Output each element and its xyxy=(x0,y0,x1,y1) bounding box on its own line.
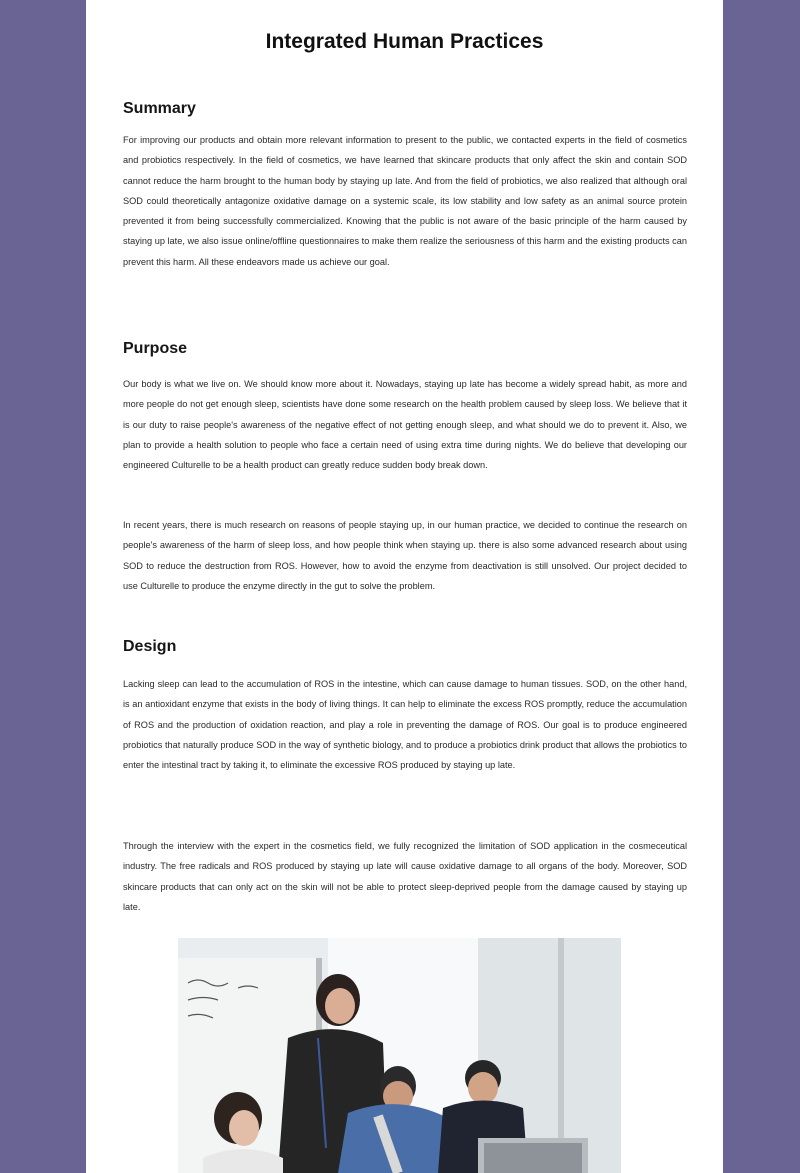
section-heading-summary: Summary xyxy=(123,100,196,117)
section-heading-design: Design xyxy=(123,638,177,655)
design-paragraph-2: Through the interview with the expert in the cosmetics field, we fully recognized the limitation of SOD application in the cosmeceutical industry. The free radicals and ROS produced by staying up late will cause oxidative damage to all organs of the body. Moreover, SOD skincare products that can only act on the skin will not be able to protect sleep-deprived people from the damage caused by staying up late. xyxy=(123,841,687,912)
team-meeting-photo xyxy=(178,938,621,1173)
summary-paragraph: For improving our products and obtain more relevant information to present to the public, we contacted experts in the field of cosmetics and probiotics respectively. In the field of cosmetics, we have learned that skincare products that only affect the skin and contain SOD cannot reduce the harm brought to the human body by staying up late. And from the field of probiotics, we also realized that although oral SOD could theoretically antagonize oxidative damage on a systemic scale, its low stability and low safety as an animal source protein prevented it from being successfully commercialized. Knowing that the public is not aware of the basic principle of the harm caused by staying up late, we also issue online/offline questionnaires to make them realize the seriousness of this harm and the existing products can prevent this harm. All these endeavors made us achieve our goal. xyxy=(123,135,687,267)
purpose-paragraph-2: In recent years, there is much research on reasons of people staying up, in our human practice, we decided to continue the research on people's awareness of the harm of sleep loss, and how people think when staying up. there is also some advanced research about using SOD to reduce the destruction from ROS. However, how to avoid the enzyme from deactivation is still unsolved. Our project decided to use Culturelle to produce the enzyme directly in the gut to solve the problem. xyxy=(123,520,687,591)
purpose-paragraph-1: Our body is what we live on. We should know more about it. Nowadays, staying up late has become a widely spread habit, as more and more people do not get enough sleep, scientists have done some research on the health problem caused by sleep loss. We believe that it is our duty to raise people's awareness of the negative effect of not getting enough sleep, and what should we do to prevent it. Also, we plan to provide a health solution to people who face a certain need of using extra time during nights. We do believe that developing our engineered Culturelle to be a health product can greatly reduce sudden body break down. xyxy=(123,379,687,471)
design-paragraph-1: Lacking sleep can lead to the accumulation of ROS in the intestine, which can cause damage to human tissues. SOD, on the other hand, is an antioxidant enzyme that exists in the body of living things. It can help to eliminate the excess ROS promptly, reduce the accumulation of ROS and the production of oxidation reaction, and play a role in preventing the damage of ROS. Our goal is to produce engineered probiotics that naturally produce SOD in the way of synthetic biology, and to produce a probiotics drink product that allows the probiotics to enter the intestinal tract by taking it, to eliminate the excessive ROS produced by staying up late. xyxy=(123,679,687,771)
section-heading-purpose: Purpose xyxy=(123,340,188,357)
page-title: Integrated Human Practices xyxy=(265,30,544,53)
document-page xyxy=(86,0,723,1173)
